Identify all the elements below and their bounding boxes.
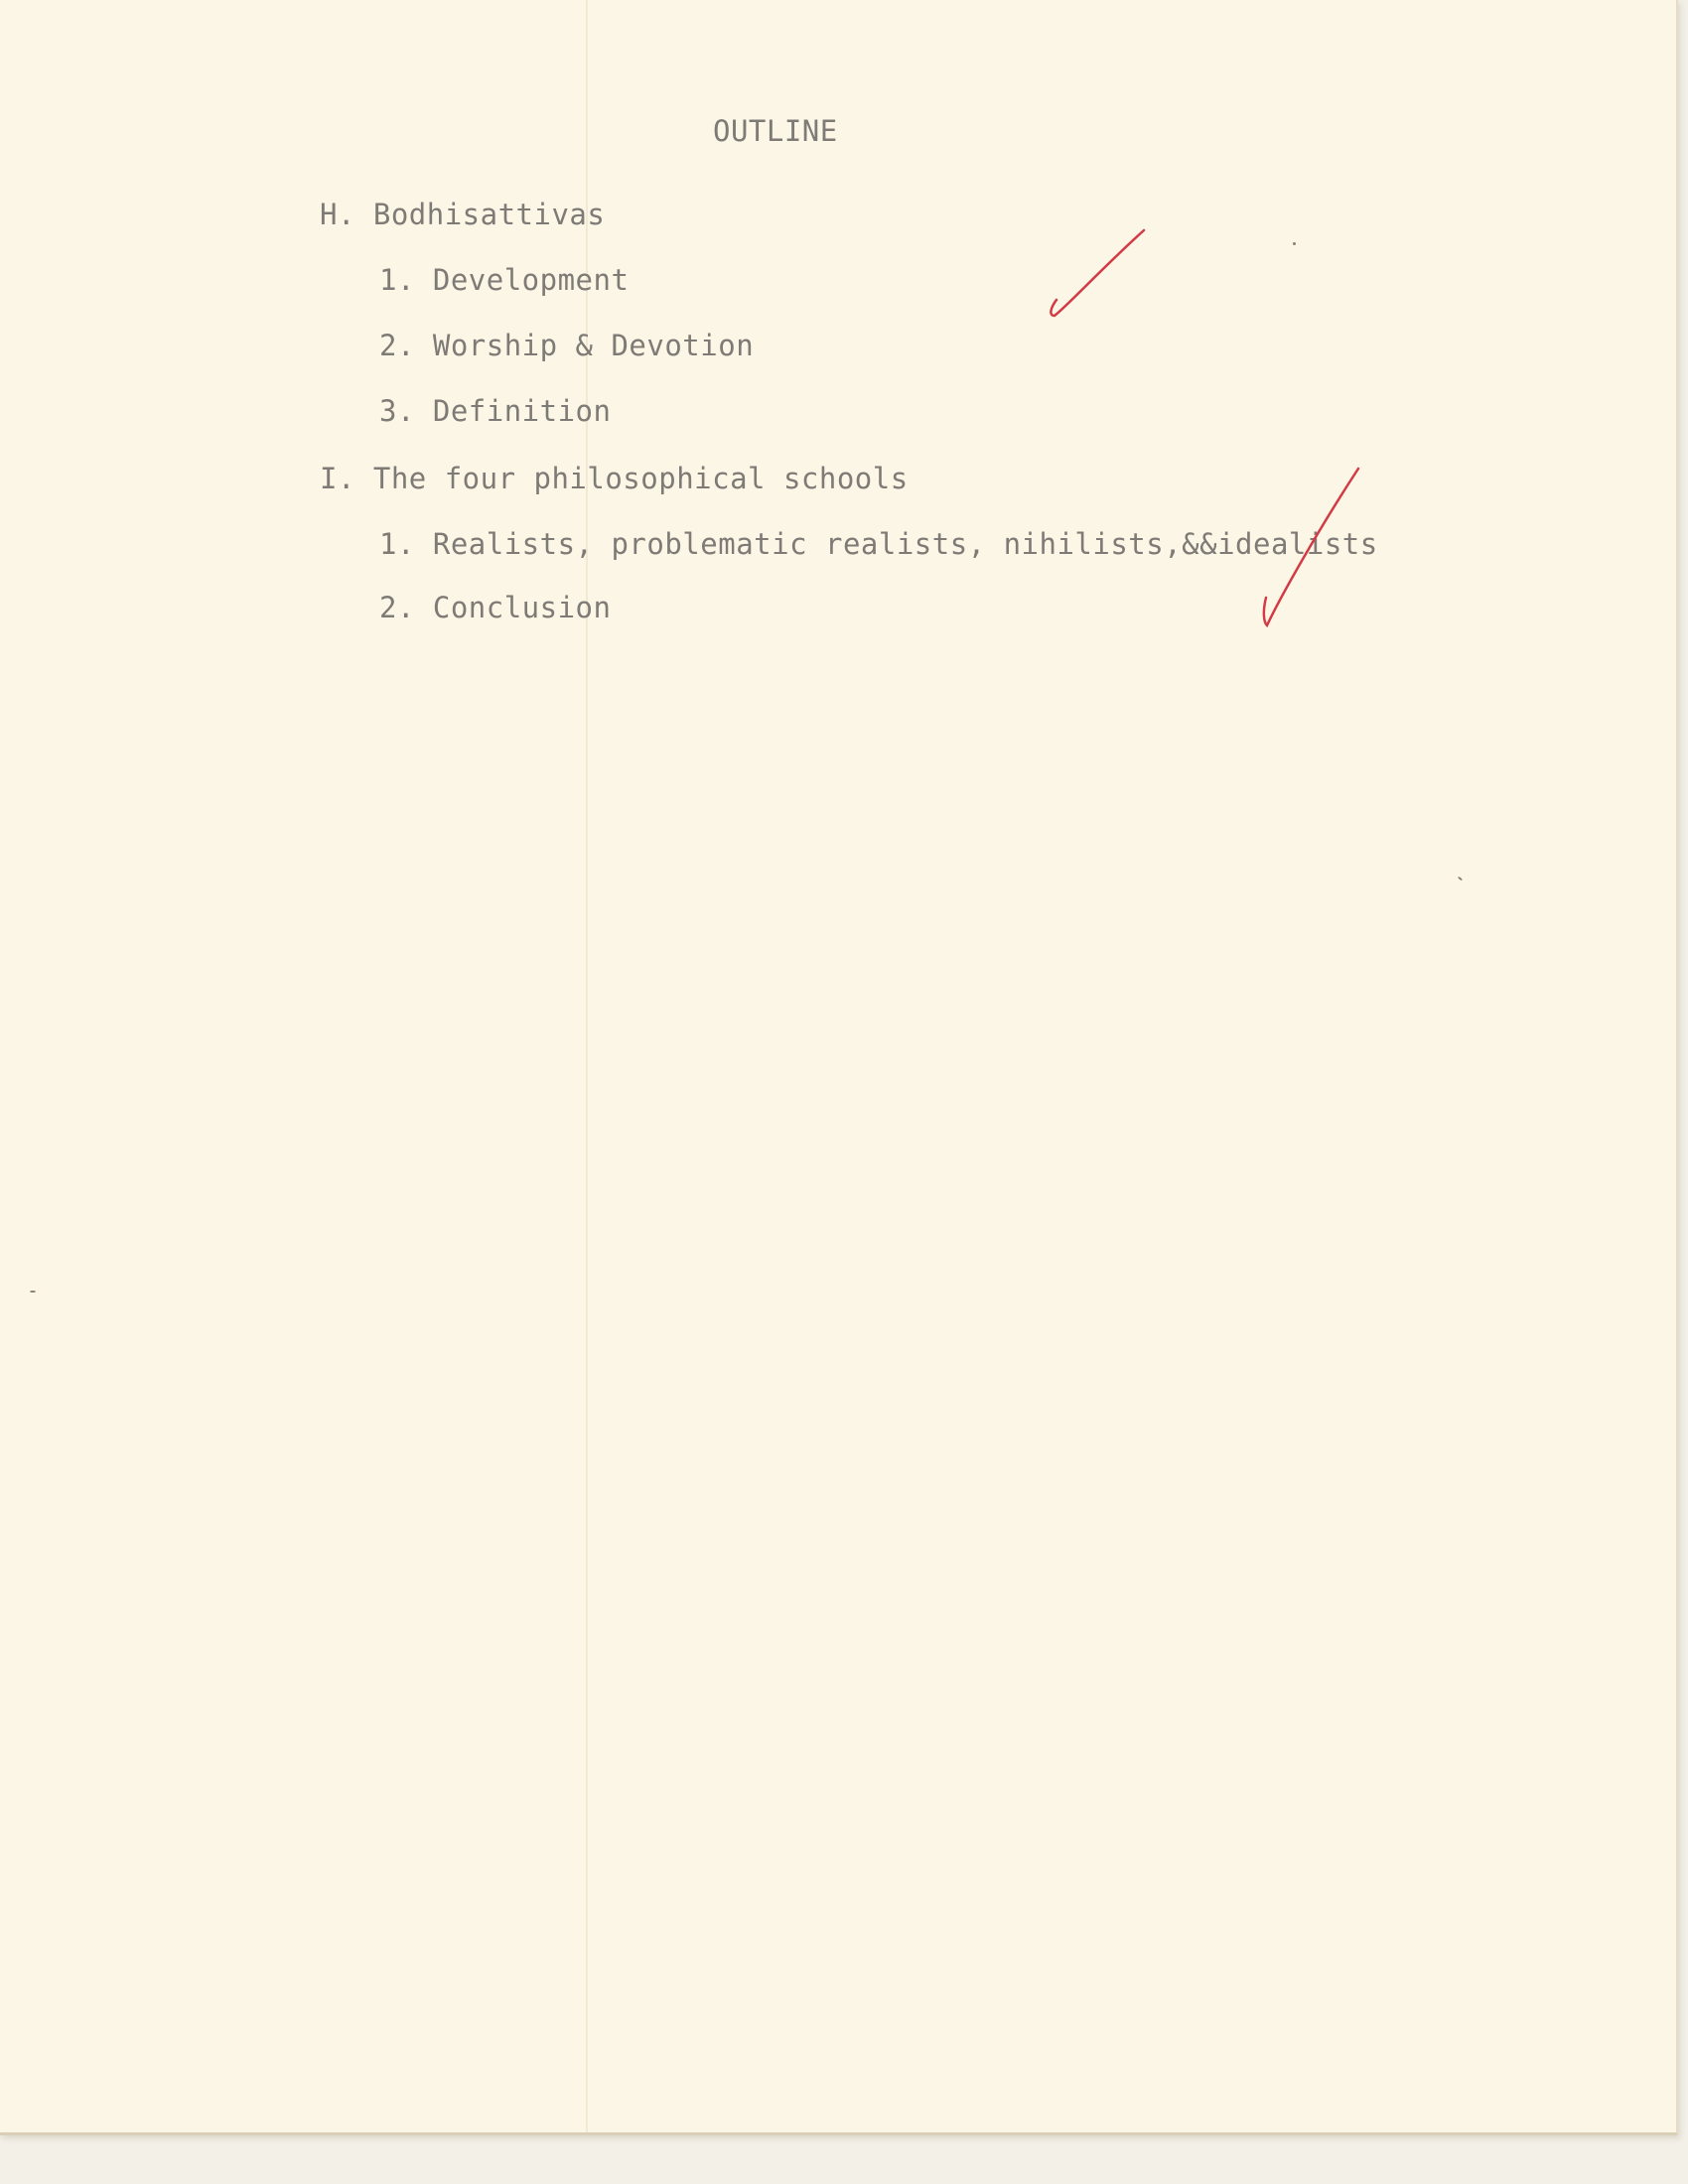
list-item: 1. Realists, problematic realists, nihilists,&&idealists: [379, 527, 1378, 561]
page-title: OUTLINE: [713, 114, 838, 148]
list-item: 2. Worship & Devotion: [379, 329, 755, 362]
check-mark-icon: [1051, 230, 1144, 316]
check-mark-icon: [1264, 469, 1358, 625]
section-heading-h: H. Bodhisattivas: [320, 198, 606, 231]
paper-speck: [1293, 242, 1296, 245]
list-item: 3. Definition: [379, 394, 612, 428]
paper-speck: [30, 1291, 36, 1293]
list-item: 2. Conclusion: [379, 591, 612, 624]
list-item: 1. Development: [379, 263, 630, 297]
section-heading-i: I. The four philosophical schools: [320, 462, 909, 495]
